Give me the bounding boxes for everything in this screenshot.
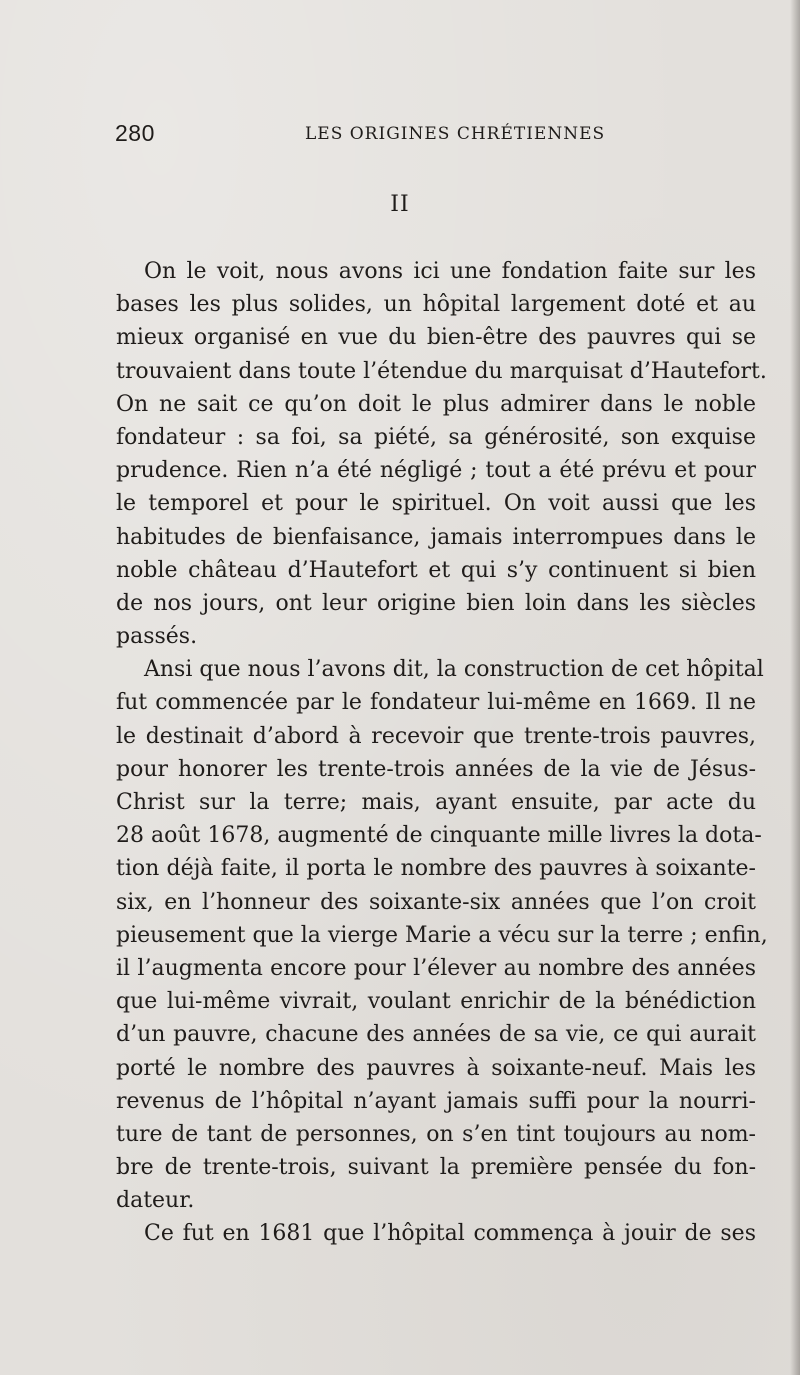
text-line: le temporel et pour le spirituel. On voit aussi que les — [116, 491, 756, 517]
text-line: fondateur : sa foi, sa piété, sa générosité, son exquise — [116, 424, 756, 450]
text-line: porté le nombre des pauvres à soixante-neuf. Mais les — [116, 1055, 756, 1081]
text-line: le destinait d’abord à recevoir que trente-trois pauvres, — [116, 723, 756, 749]
text-line: On le voit, nous avons ici une fondation faite sur les — [144, 259, 756, 284]
text-line: dateur. — [116, 1188, 195, 1214]
section-number: II — [390, 192, 410, 217]
text-line: On ne sait ce qu’on doit le plus admirer dans le noble — [116, 391, 756, 417]
page-header — [115, 120, 755, 154]
text-line: Ce fut en 1681 que l’hôpital commença à jouir de ses — [144, 1221, 756, 1247]
text-line: d’un pauvre, chacune des années de sa vie, ce qui aurait — [116, 1022, 756, 1048]
text-line: pieusement que la vierge Marie a vécu sur la terre ; enfin, — [116, 922, 768, 948]
text-line: 28 août 1678, augmenté de cinquante mille livres la dota- — [116, 823, 762, 849]
text-line: trouvaient dans toute l’étendue du marquisat d’Hautefort. — [116, 358, 767, 384]
text-line: ture de tant de personnes, on s’en tint toujours au nom- — [116, 1121, 756, 1147]
text-line: Christ sur la terre; mais, ayant ensuite, par acte du — [116, 790, 756, 815]
body-text — [116, 255, 768, 1251]
text-line: Ansi que nous l’avons dit, la construction de cet hôpital — [144, 657, 764, 683]
text-line: prudence. Rien n’a été négligé ; tout a été prévu et pour — [116, 458, 756, 484]
text-line: revenus de l’hôpital n’ayant jamais suffi pour la nourri- — [116, 1088, 756, 1114]
text-line: de nos jours, ont leur origine bien loin dans les siècles — [116, 590, 756, 616]
text-line: noble château d’Hautefort et qui s’y continuent si bien — [116, 557, 756, 583]
page-number: 280 — [115, 120, 155, 146]
text-line: passés. — [116, 624, 198, 650]
text-line: pour honorer les trente-trois années de la vie de Jésus- — [116, 756, 756, 782]
text-line: habitudes de bienfaisance, jamais interrompues dans le — [116, 524, 756, 550]
running-head: LES ORIGINES CHRÉTIENNES — [305, 124, 606, 144]
text-line: fut commencée par le fondateur lui-même en 1669. Il ne — [116, 690, 756, 716]
text-line: bases les plus solides, un hôpital largement doté et au — [116, 292, 756, 318]
text-line: six, en l’honneur des soixante-six années que l’on croit — [116, 889, 756, 915]
text-line: il l’augmenta encore pour l’élever au nombre des années — [116, 955, 756, 981]
text-line: bre de trente-trois, suivant la première pensée du fon- — [116, 1155, 756, 1181]
text-line: tion déjà faite, il porta le nombre des pauvres à soixante- — [116, 856, 756, 882]
text-line: mieux organisé en vue du bien-être des pauvres qui se — [116, 325, 756, 351]
text-line: que lui-même vivrait, voulant enrichir de la bénédiction — [116, 989, 756, 1015]
